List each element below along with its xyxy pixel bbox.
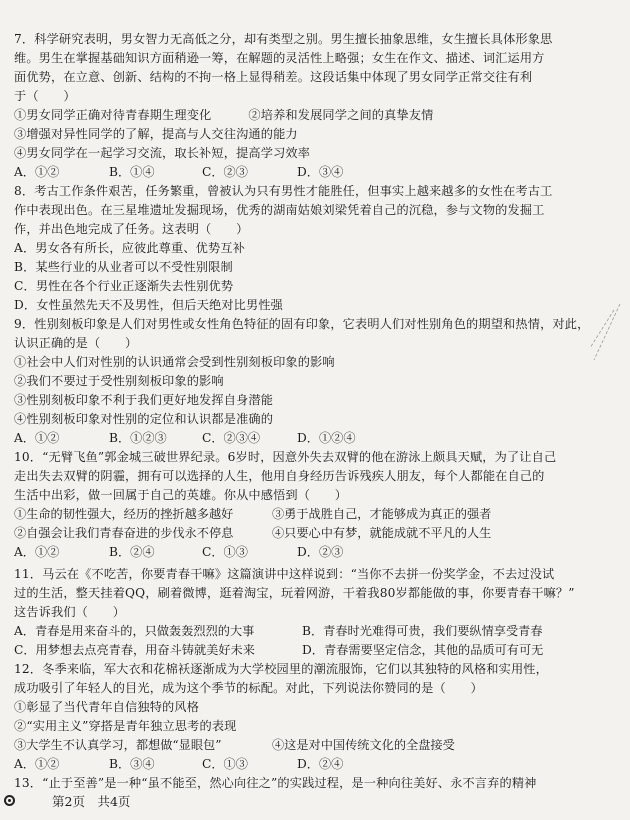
question-stem-line: 13．“止于至善”是一种“虽不能至，然心向往之”的实践过程，是一种向往美好、永不言弃的精神 — [14, 776, 537, 790]
question-stem-line: 成功吸引了年轻人的目光，成为这个季节的标配。对此，下列说法你赞同的是（ ） — [14, 681, 483, 695]
question-stem-line: 作，并出色地完成了任务。这表明（ ） — [14, 222, 249, 236]
statement-item: ④只要心中有梦，就能成就不平凡的人生 — [272, 526, 492, 540]
statement-item: ①社会中人们对性别的认识通常会受到性别刻板印象的影响 — [14, 355, 335, 369]
option-a: A．①② — [14, 757, 60, 771]
statement-item: ④性别刻板印象对性别的定位和认识都是准确的 — [14, 412, 274, 426]
pencil-mark — [584, 300, 624, 380]
option-c: C．②③ — [202, 165, 248, 179]
option-b: B．③④ — [109, 757, 155, 771]
question-stem-line: 这告诉我们（ ） — [14, 605, 126, 619]
option-d: D．青春需要坚定信念，其他的品质可有可无 — [302, 643, 544, 657]
page-number: 第2页 共4页 — [52, 794, 131, 809]
option-d: D．③④ — [297, 165, 344, 179]
option-a: A．男女各有所长，应彼此尊重、优势互补 — [14, 241, 246, 255]
option-b: B．②④ — [109, 545, 155, 559]
question-stem-line: 走出失去双臂的阴霾，拥有可以选择的人生，他用自身经历告诉残疾人朋友，每个人都能在自己的 — [14, 469, 545, 483]
answer-options — [14, 641, 618, 660]
statement-item: ③勇于战胜自己，才能够成为真正的强者 — [272, 507, 492, 521]
statement-item: ④这是对中国传统文化的全盘接受 — [272, 738, 455, 752]
question-stem-line: 面优势，在立意、创新、结构的不拘一格上显得稍差。这段话集中体现了男女同学正常交往有利 — [14, 70, 533, 84]
question-stem-line: 作中表现出色。在三星堆遗址发掘现场，优秀的湖南姑娘刘梁凭着自己的沉稳，参与文物的发掘工 — [14, 203, 545, 217]
option-b: B．青春时光难得可贵，我们要纵情享受青春 — [302, 624, 543, 638]
answer-options — [14, 163, 618, 182]
statement-item: ③性别刻板印象不利于我们更好地发挥自身潜能 — [14, 393, 274, 407]
statement-item: ②我们不要过于受性别刻板印象的影响 — [14, 374, 224, 388]
question-stem-line: 于（ ） — [14, 89, 76, 103]
statement-row — [14, 524, 618, 543]
option-b: B．①④ — [109, 165, 155, 179]
option-d: D．②③ — [297, 545, 344, 559]
option-c: C．①③ — [202, 545, 248, 559]
option-a: A．青春是用来奋斗的，只做轰轰烈烈的大事 — [14, 624, 255, 638]
answer-options — [14, 622, 618, 641]
option-a: A．①② — [14, 431, 60, 445]
question-stem-line: 生活中出彩，做一回属于自己的英雄。你从中感悟到（ ） — [14, 488, 348, 502]
statement-item: ④男女同学在一起学习交流，取长补短，提高学习效率 — [14, 146, 311, 160]
question-stem-line: 过的生活，整天挂着QQ，刷着微博，逛着淘宝，玩着网游，干着我80岁都能做的事，你要青春干嘛？” — [14, 586, 575, 600]
option-a: A．①② — [14, 545, 60, 559]
question-stem-line: 10．“无臂飞鱼”郭金城三破世界纪录。6岁时，因意外失去双臂的他在游泳上颇具天赋，为了让自己 — [14, 450, 557, 464]
option-b: B．①②③ — [109, 431, 167, 445]
statement-item: ③增强对异性同学的了解，提高与人交往沟通的能力 — [14, 127, 298, 141]
question-stem-line: 维。男生在掌握基础知识方面稍逊一筹，在解题的灵活性上略强；女生在作文、描述、词汇运用方 — [14, 51, 545, 65]
question-stem-line: 认识正确的是（ ） — [14, 336, 138, 350]
option-a: A．①② — [14, 165, 60, 179]
option-c: C．②③④ — [202, 431, 261, 445]
statement-row — [14, 736, 618, 755]
option-c: C．男性在各个行业正逐渐失去性别优势 — [14, 279, 234, 293]
question-stem-line: 7．科学研究表明，男女智力无高低之分，却有类型之别。男生擅长抽象思维，女生擅长具体形象思 — [14, 32, 553, 46]
option-d: D．②④ — [297, 757, 344, 771]
option-b: B．某些行业的从业者可以不受性别限制 — [14, 260, 233, 274]
answer-options — [14, 429, 618, 448]
answer-options — [14, 543, 618, 562]
statement-item: ①生命的韧性强大，经历的挫折越多越好 — [14, 507, 234, 521]
question-stem-line: 8．考古工作条件艰苦，任务繁重，曾被认为只有男性才能胜任，但事实上越来越多的女性在考古工 — [14, 184, 553, 198]
statement-item: ①男女同学正确对待青春期生理变化 ②培养和发展同学之间的真挚友情 — [14, 108, 434, 122]
statement-item: ②自强会让我们青春奋进的步伐永不停息 — [14, 526, 234, 540]
statement-item: ③大学生不认真学习，都想做“显眼包” — [14, 738, 222, 752]
option-c: C．①③ — [202, 757, 248, 771]
answer-options — [14, 755, 618, 774]
page-footer — [0, 792, 630, 812]
option-c: C．用梦想去点亮青春，用奋斗铸就美好未来 — [14, 643, 255, 657]
question-stem-line: 9．性别刻板印象是人们对男性或女性角色特征的固有印象，它表明人们对性别角色的期望和热情，对此， — [14, 317, 590, 331]
statement-row — [14, 505, 618, 524]
statement-item: ①彰显了当代青年自信独特的风格 — [14, 700, 200, 714]
question-stem-line: 12．冬季来临，军大衣和花棉袄逐渐成为大学校园里的潮流服饰，它们以其独特的风格和实用性， — [14, 662, 548, 676]
binding-hole-icon — [4, 795, 15, 806]
option-d: D．女性虽然先天不及男性，但后天绝对比男性强 — [14, 298, 284, 312]
option-d: D．①②④ — [297, 431, 356, 445]
question-stem-line: 11．马云在《不吃苦，你要青春干嘛》这篇演讲中这样说到：“当你不去拼一份奖学金，不去过没试 — [14, 567, 555, 581]
statement-item: ②“实用主义”穿搭是青年独立思考的表现 — [14, 719, 237, 733]
